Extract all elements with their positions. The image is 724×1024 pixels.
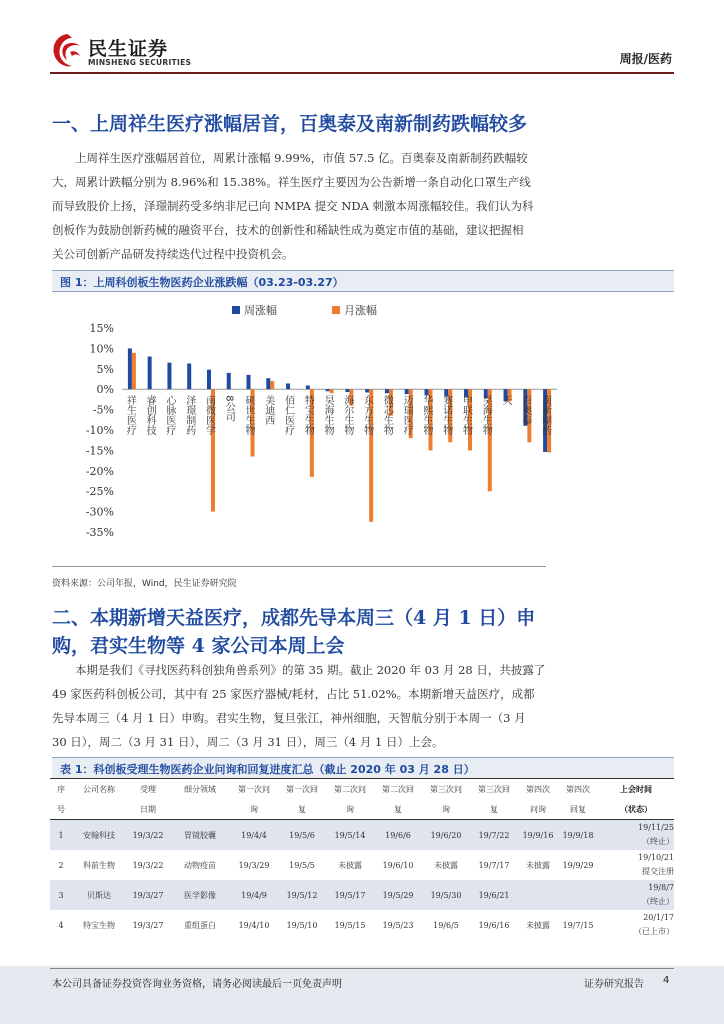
table-cell: 安翰科技 xyxy=(72,820,126,851)
bar-weekly xyxy=(187,363,191,389)
section1-paragraph xyxy=(52,146,674,266)
table-cell: 未披露 xyxy=(526,860,550,870)
table-cell: 19/5/23 xyxy=(382,920,414,930)
report-category-tag: 周报/医药 xyxy=(619,52,672,66)
y-tick-label: -30% xyxy=(85,505,114,519)
figure1-caption: 图 1：上周科创板生物医药企业涨跌幅（03.23-03.27） xyxy=(60,276,344,289)
bar-weekly xyxy=(345,389,349,392)
table-header-cell: 复 xyxy=(374,799,422,820)
table-cell: 动物疫苗 xyxy=(184,860,216,870)
paragraph-line: 大，周累计跌幅分别为 8.96%和 15.38%。祥生医疗主要因为公告新增一条自动化口罩生产线 xyxy=(52,175,531,189)
bar-weekly xyxy=(286,383,290,389)
paragraph-line: 先导本周三（4 月 1 日）申购。君实生物，复旦张江，神州细胞，天智航分别于本周一（3 月 xyxy=(52,711,526,725)
table-cell: 19/3/29 xyxy=(238,860,270,870)
legend-label: 月涨幅 xyxy=(344,304,377,317)
table-cell: 19/5/10 xyxy=(286,920,318,930)
bar-weekly xyxy=(385,389,389,393)
table-cell: 19/6/5 xyxy=(433,920,459,930)
table-header-cell: 复 xyxy=(470,799,518,820)
y-tick-label: -5% xyxy=(92,403,114,417)
table-header-cell: 细分领域 xyxy=(170,779,230,800)
x-category-label: 海尔生物 xyxy=(341,395,353,436)
table-cell: 2 xyxy=(58,860,64,870)
table-cell-status xyxy=(598,880,674,910)
table-cell: 19/5/30 xyxy=(422,880,470,910)
legend-swatch xyxy=(232,306,240,314)
x-category-label: 睿创科技 xyxy=(144,395,156,436)
x-category-label: 昊海生物 xyxy=(480,395,492,436)
table-header-cell: （状态） xyxy=(598,799,674,820)
table-header-row xyxy=(50,779,674,800)
table-header-cell xyxy=(170,799,230,820)
paragraph-line: 49 家医药科创板公司，其中有 25 家医疗器械/耗材，占比 51.02%。本期新增天益医疗，成都 xyxy=(52,687,535,701)
table-cell: 19/3/22 xyxy=(132,860,164,870)
table-cell xyxy=(558,880,598,910)
table-row xyxy=(50,820,674,851)
table-cell: 19/5/5 xyxy=(289,860,315,870)
y-tick-label: -10% xyxy=(85,424,114,437)
status-date: 19/11/25 xyxy=(638,823,674,832)
bar-weekly xyxy=(326,389,330,391)
table-cell: 科前生物 xyxy=(83,860,115,870)
paragraph-line: 创板作为鼓励创新药械的融资平台，技术的创新性和稀缺性成为奠定市值的基础，建议把握相 xyxy=(52,223,524,237)
x-category-label: 心脉医疗 xyxy=(163,395,175,436)
table-header-cell: 复 xyxy=(278,799,326,820)
y-tick-label: 15% xyxy=(89,322,114,335)
paragraph-line: 关公司创新产品研发持续迭代过程中投资机会。 xyxy=(52,247,294,261)
table-cell: 19/7/15 xyxy=(562,920,594,930)
section2-title-line: 购，君实生物等 4 家公司本周上会 xyxy=(52,635,345,657)
x-category-label: 微芯生物 xyxy=(381,395,393,436)
table-header-row xyxy=(50,799,674,820)
bar-weekly xyxy=(247,375,251,389)
paragraph-line: 而导致股价上扬，泽璟制药受多纳非尼已向 NMPA 提交 NDA 刺激本周涨幅较佳。我们认为科 xyxy=(52,199,534,213)
table-cell: 特宝生物 xyxy=(83,920,115,930)
section1-title: 一、上周祥生医疗涨幅居首，百奥泰及南新制药跌幅较多 xyxy=(52,113,528,135)
figure1-chart xyxy=(52,296,612,546)
table-header-cell: 问询 xyxy=(518,799,558,820)
x-category-label: 硕世生物 xyxy=(243,395,255,436)
y-tick-label: -20% xyxy=(85,464,114,478)
table-cell: 19/6/21 xyxy=(470,880,518,910)
table-row xyxy=(50,850,674,880)
status-date: 19/10/21 xyxy=(638,853,674,862)
x-category-label: 特宝生物 xyxy=(302,395,314,436)
table-cell: 19/6/10 xyxy=(382,860,414,870)
table-cell: 19/4/10 xyxy=(238,920,270,930)
x-category-label: 8公司 xyxy=(223,395,235,422)
table-cell: 19/5/12 xyxy=(278,880,326,910)
table-row xyxy=(50,880,674,910)
table-header-cell: 日期 xyxy=(126,799,170,820)
x-category-label: 昊海生物 xyxy=(322,395,334,436)
bar-weekly xyxy=(266,378,270,389)
status-label: （终止） xyxy=(642,897,674,906)
table-header-cell: 第四次 xyxy=(518,779,558,800)
table-cell: 未披露 xyxy=(434,860,458,870)
table-header-cell: 询 xyxy=(230,799,278,820)
page-number: 4 xyxy=(663,975,670,986)
bar-weekly xyxy=(167,363,171,390)
section2-paragraph xyxy=(52,658,674,754)
footer-disclaimer: 本公司具备证券投资咨询业务资格，请务必阅读最后一页免责声明 xyxy=(52,979,342,990)
table-cell: 19/5/15 xyxy=(334,920,366,930)
table-header-cell: 公司名称 xyxy=(72,779,126,800)
table-cell: 未披露 xyxy=(526,920,550,930)
table-cell-status xyxy=(598,820,674,851)
table-cell-status xyxy=(598,850,674,880)
table-cell: 3 xyxy=(50,880,72,910)
table-header-cell: 第二次问 xyxy=(326,779,374,800)
figure1-source: 资料来源：公司年报，Wind，民生证券研究院 xyxy=(52,579,237,589)
table-cell-status xyxy=(598,910,674,940)
table-row xyxy=(50,910,674,940)
section2-title-line: 二、本期新增天益医疗，成都先导本周三（4 月 1 日）申 xyxy=(52,607,536,629)
table-cell: 19/3/22 xyxy=(126,820,170,851)
footer-report-type: 证券研究报告 xyxy=(584,979,644,990)
x-category-label: 泽璟制药 xyxy=(183,395,195,436)
bar-monthly xyxy=(132,353,136,389)
table-header-cell: 受理 xyxy=(126,779,170,800)
table-cell: 19/5/6 xyxy=(278,820,326,851)
table-cell: 19/9/29 xyxy=(562,860,594,870)
figure1-caption-bar xyxy=(52,270,674,292)
table-header-cell: 询 xyxy=(422,799,470,820)
table-cell: 4 xyxy=(58,920,64,930)
status-date: 20/1/17 xyxy=(643,913,674,922)
x-category-label: 东方生物 xyxy=(361,395,373,436)
x-category-label: 华熙生物 xyxy=(420,395,432,436)
paragraph-line: 上周祥生医疗涨幅居首位，周累计涨幅 9.99%，市值 57.5 亿。百奥泰及南新制药跌幅较 xyxy=(52,151,528,165)
table-cell: 19/4/9 xyxy=(230,880,278,910)
table-cell: 19/5/14 xyxy=(326,820,374,851)
table-header-cell: 第四次 xyxy=(558,779,598,800)
x-category-label: 百奥泰 xyxy=(519,395,531,426)
x-category-label: 美迪西 xyxy=(262,395,274,426)
paragraph-line: 30 日），周二（3 月 31 日），周二（3 月 31 日），周三（4 月 1 日）上会。 xyxy=(52,735,444,749)
table-cell: 1 xyxy=(50,820,72,851)
bar-weekly xyxy=(207,370,211,390)
table-cell: 贝斯达 xyxy=(72,880,126,910)
y-tick-label: -25% xyxy=(85,485,114,499)
x-category-label: 迈瑞医疗 xyxy=(401,395,413,436)
legend-swatch xyxy=(332,306,340,314)
table-cell: 19/3/27 xyxy=(126,880,170,910)
x-category-label: 申联生物 xyxy=(460,395,472,436)
table-header-cell: 询 xyxy=(326,799,374,820)
logo-chinese-name: 民生证券 xyxy=(88,38,169,60)
table1 xyxy=(50,778,674,940)
table-header-cell: 第二次回 xyxy=(374,779,422,800)
logo-english-name: MINSHENG SECURITIES xyxy=(88,58,192,67)
status-label: （终止） xyxy=(642,837,674,846)
table-header-cell: 序 xyxy=(50,779,72,800)
table-header-cell: 回复 xyxy=(558,799,598,820)
table-header-cell: 第三次问 xyxy=(422,779,470,800)
y-tick-label: 5% xyxy=(96,362,114,376)
x-category-label: 天 xyxy=(500,395,512,406)
bar-weekly xyxy=(405,389,409,394)
table-cell: 19/4/4 xyxy=(230,820,278,851)
x-category-label: 南微医学 xyxy=(203,395,215,436)
table-cell: 19/5/17 xyxy=(326,880,374,910)
table-header-cell: 第一次问 xyxy=(230,779,278,800)
logo-emblem-icon xyxy=(50,32,84,70)
table-header-cell: 上会时间 xyxy=(598,779,674,800)
table-cell: 19/7/22 xyxy=(470,820,518,851)
table1-caption: 表 1：科创板受理生物医药企业问询和回复进度汇总（截止 2020 年 03 月 28 日） xyxy=(60,763,475,776)
table-cell: 19/6/16 xyxy=(478,920,510,930)
bar-weekly xyxy=(148,357,152,390)
table-cell: 胃镜胶囊 xyxy=(170,820,230,851)
table-cell: 19/9/18 xyxy=(558,820,598,851)
company-logo xyxy=(50,32,190,72)
x-category-label: 赛诺生物 xyxy=(440,395,452,436)
y-tick-label: 0% xyxy=(96,383,114,397)
header-divider xyxy=(50,72,674,74)
x-category-label: 南新制药 xyxy=(539,395,551,436)
status-label: （已上市） xyxy=(634,927,674,936)
x-category-label: 祥生医疗 xyxy=(124,395,136,436)
source-divider xyxy=(52,566,546,567)
status-date: 19/8/7 xyxy=(648,883,674,892)
table-cell: 医学影像 xyxy=(170,880,230,910)
y-tick-label: 10% xyxy=(89,342,114,356)
table-header-cell xyxy=(72,799,126,820)
table-cell: 19/6/6 xyxy=(374,820,422,851)
table-header-cell: 第一次回 xyxy=(278,779,326,800)
footer-divider xyxy=(50,968,674,969)
table-cell: 19/5/29 xyxy=(374,880,422,910)
table-cell: 19/7/17 xyxy=(478,860,510,870)
paragraph-line: 本期是我们《寻找医药科创独角兽系列》的第 35 期。截止 2020 年 03 月 28 日，共披露了 xyxy=(52,663,546,677)
table-cell: 19/9/16 xyxy=(518,820,558,851)
x-category-label: 佰仁医疗 xyxy=(282,395,294,436)
y-tick-label: -15% xyxy=(85,444,114,458)
bar-weekly xyxy=(128,348,132,389)
section2-title xyxy=(52,604,535,660)
legend-label: 周涨幅 xyxy=(244,304,277,317)
table-cell xyxy=(518,880,558,910)
table1-caption-bar xyxy=(52,757,674,779)
bar-monthly xyxy=(330,389,334,393)
table-header-cell: 号 xyxy=(50,799,72,820)
bar-monthly xyxy=(270,381,274,389)
table-cell: 重组蛋白 xyxy=(184,920,216,930)
status-label: 提交注册 xyxy=(642,867,674,876)
table-header-cell: 第三次回 xyxy=(470,779,518,800)
table-cell: 19/6/20 xyxy=(422,820,470,851)
bar-weekly xyxy=(306,386,310,390)
y-tick-label: -35% xyxy=(85,526,114,539)
table-cell: 未披露 xyxy=(338,860,362,870)
table-cell: 19/3/27 xyxy=(132,920,164,930)
bar-weekly xyxy=(227,373,231,389)
bar-weekly xyxy=(365,389,369,392)
